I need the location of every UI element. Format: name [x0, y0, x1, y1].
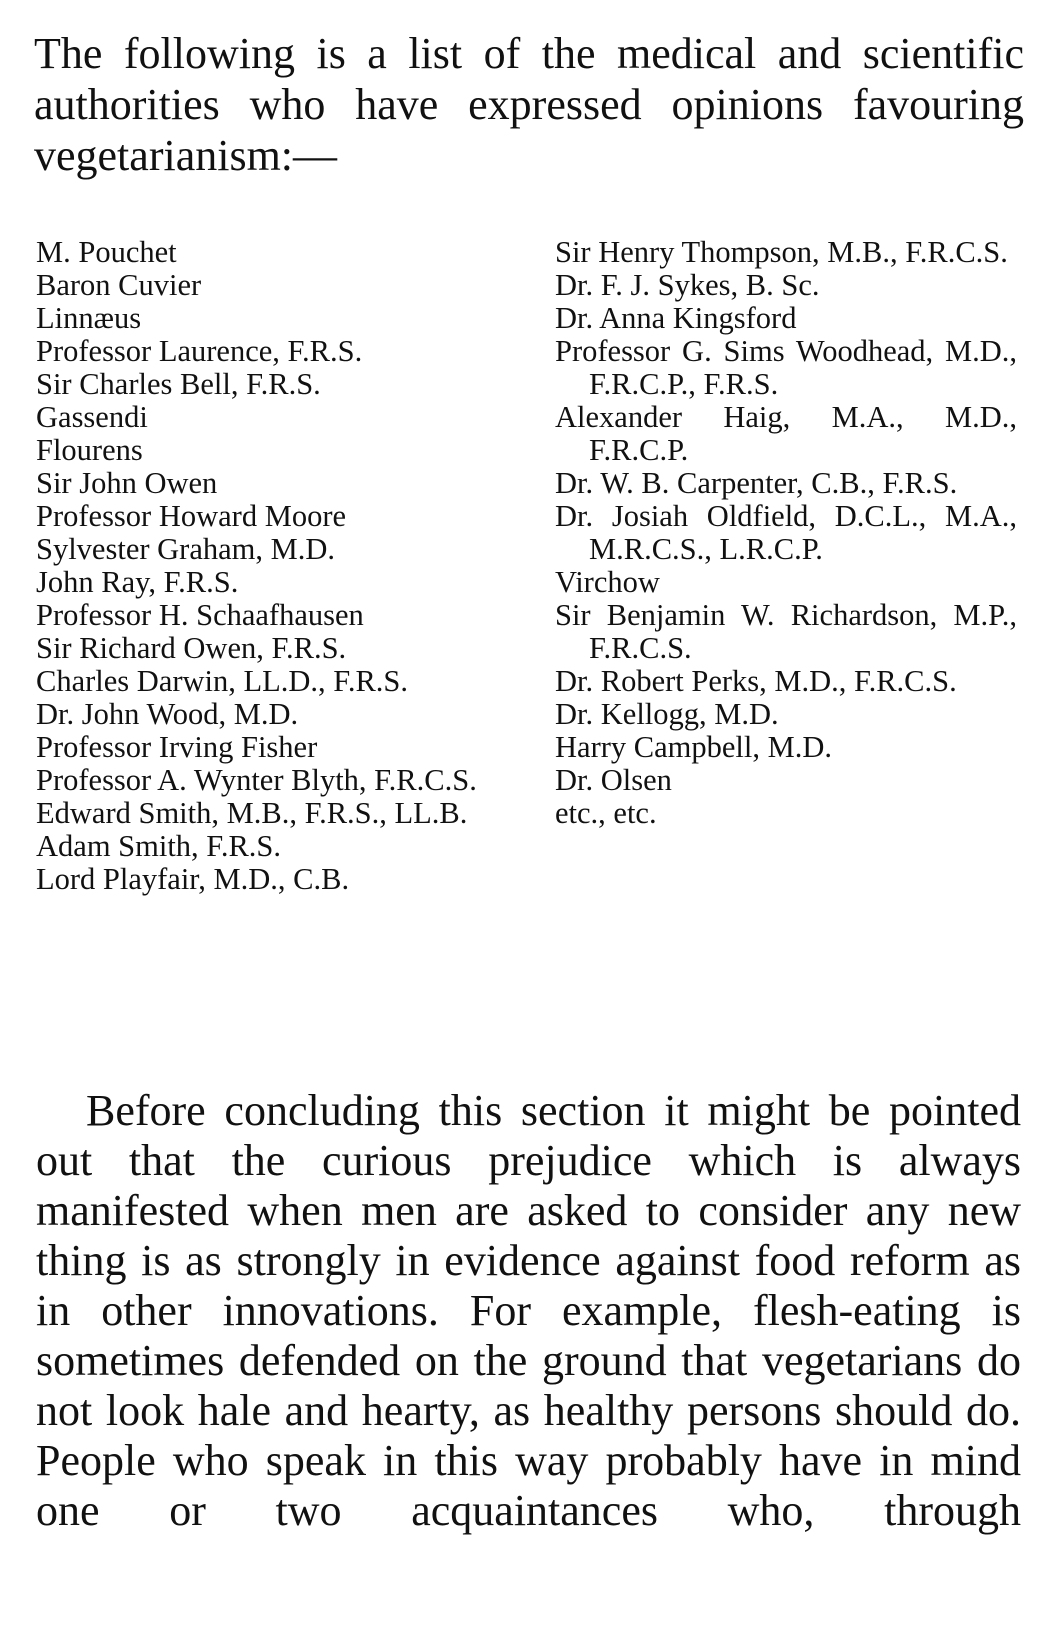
authority-entry: Linnæus	[36, 301, 142, 335]
authority-entry: Sir John Owen	[36, 466, 218, 500]
authority-entry: Sir Charles Bell, F.R.S.	[36, 367, 321, 401]
authority-entry: Flourens	[36, 433, 143, 467]
authorities-right-column	[555, 236, 1017, 830]
authority-entry: Sir Richard Owen, F.R.S.	[36, 631, 347, 665]
authority-entry: Baron Cuvier	[36, 268, 202, 302]
authority-entry: Edward Smith, M.B., F.R.S., LL.B.	[36, 796, 468, 830]
authority-entry: Alexander Haig, M.A., M.D., F.R.C.P.	[555, 400, 1017, 467]
authority-entry: Dr. Kellogg, M.D.	[555, 697, 779, 731]
authority-entry: etc., etc.	[555, 796, 657, 830]
closing-paragraph: Before concluding this section it might be pointed out that the curious prejudice which is always manifested when men are asked to consider any new thing is as strongly in evidence against food reform as in other innovations. For example, flesh-eating is sometimes defended on the ground that vegetarians do not look hale and hearty, as healthy persons should do. People who speak in this way probably have in mind one or two acquaintances who, through	[36, 1086, 1021, 1535]
authority-entry: Lord Playfair, M.D., C.B.	[36, 862, 350, 896]
authority-entry: Professor Laurence, F.R.S.	[36, 334, 363, 368]
authority-entry: Sir Henry Thompson, M.B., F.R.C.S.	[555, 235, 1008, 269]
authority-entry: Virchow	[555, 565, 660, 599]
authority-entry: Dr. Olsen	[555, 763, 672, 797]
intro-paragraph: The following is a list of the medical and scientific authorities who have expressed opinions favouring vegetarianism:—	[34, 29, 1024, 180]
authority-entry: Harry Campbell, M.D.	[555, 730, 832, 764]
authority-entry: Professor Howard Moore	[36, 499, 347, 533]
authority-entry: Dr. F. J. Sykes, B. Sc.	[555, 268, 820, 302]
authority-entry: Professor Irving Fisher	[36, 730, 318, 764]
authority-entry: Dr. W. B. Carpenter, C.B., F.R.S.	[555, 466, 958, 500]
authority-entry: M. Pouchet	[36, 235, 177, 269]
authority-entry: Sylvester Graham, M.D.	[36, 532, 336, 566]
authority-entry: Gassendi	[36, 400, 148, 434]
authority-entry: Adam Smith, F.R.S.	[36, 829, 281, 863]
authority-entry: Dr. Josiah Oldfield, D.C.L., M.A., M.R.C.S., L.R.C.P.	[555, 499, 1017, 566]
authority-entry: Professor A. Wynter Blyth, F.R.C.S.	[36, 763, 477, 797]
authority-entry: Professor H. Schaafhausen	[36, 598, 364, 632]
authority-entry: Dr. John Wood, M.D.	[36, 697, 299, 731]
authority-entry: Dr. Anna Kingsford	[555, 301, 797, 335]
authority-entry: Sir Benjamin W. Richardson, M.P., F.R.C.S.	[555, 598, 1017, 665]
authority-entry: Professor G. Sims Woodhead, M.D., F.R.C.P., F.R.S.	[555, 334, 1017, 401]
authority-entry: Dr. Robert Perks, M.D., F.R.C.S.	[555, 664, 957, 698]
authorities-left-column	[36, 236, 506, 896]
authority-entry: Charles Darwin, LL.D., F.R.S.	[36, 664, 409, 698]
authority-entry: John Ray, F.R.S.	[36, 565, 239, 599]
